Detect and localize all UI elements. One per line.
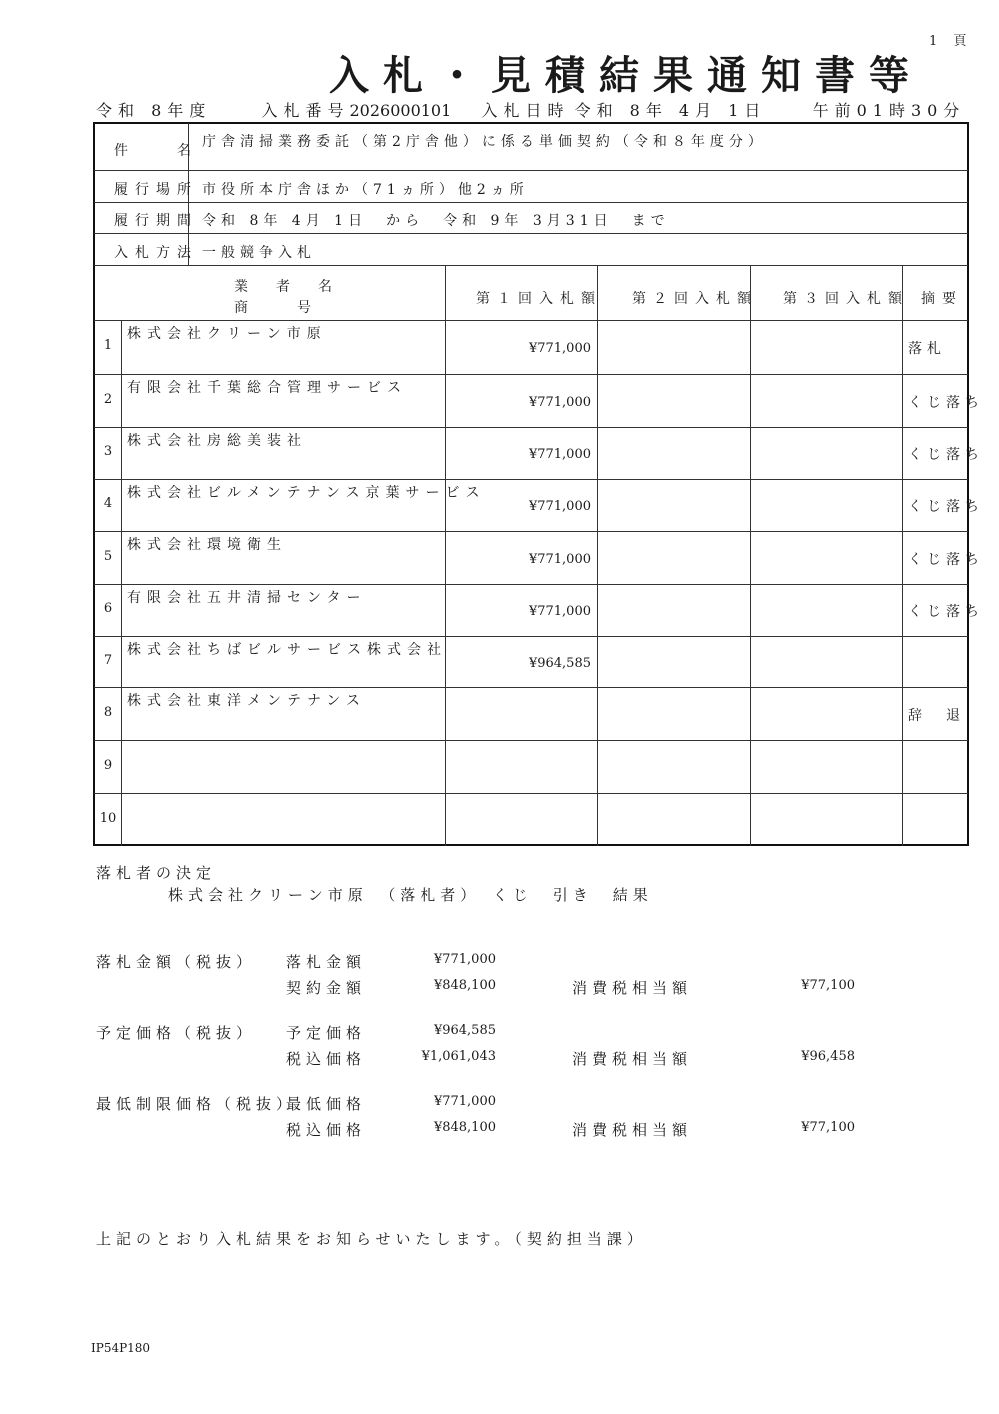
table-divider [94, 233, 968, 234]
summary-sub1-label: 予定価格 [286, 1024, 367, 1042]
summary-tax-label: 消費税相当額 [572, 979, 693, 997]
summary-label: 落札金額（税抜） [96, 953, 257, 971]
bidder-name: 株式会社房総美装社 [127, 433, 307, 449]
summary-sub2-label: 税込価格 [286, 1050, 367, 1068]
col-header-bid2: 第２回入札額 [632, 291, 758, 307]
bidder-name: 株式会社環境衛生 [127, 537, 287, 553]
period-label: 履行期間 [114, 213, 198, 229]
table-divider [94, 531, 968, 532]
row-number: 1 [103, 338, 113, 353]
row-number: 8 [103, 704, 113, 720]
document-title: 入札・見積結果通知書等 [329, 52, 923, 99]
summary-sub1-label: 最低価格 [286, 1095, 367, 1113]
table-divider [597, 265, 598, 846]
summary-tax-label: 消費税相当額 [572, 1121, 693, 1139]
summary-sub1-amount: ¥771,000 [433, 1094, 496, 1109]
summary-sub1-label: 落札金額 [286, 953, 367, 971]
summary-label: 最低制限価格（税抜） [96, 1095, 297, 1113]
location-label: 履行場所 [114, 182, 198, 198]
bid1-amount: ¥771,000 [528, 341, 591, 356]
table-divider [94, 584, 968, 585]
table-divider [94, 479, 968, 480]
bid-number: 2026000101 [349, 101, 452, 120]
summary-sub2-label: 税込価格 [286, 1121, 367, 1139]
summary-label: 予定価格（税抜） [96, 1024, 257, 1042]
bidder-name: 株式会社東洋メンテナンス [127, 693, 366, 709]
subject-value: 庁舎清掃業務委託（第2庁舎他）に係る単価契約（令和８年度分） [202, 134, 767, 150]
fiscal-year: 令和 8年度 [96, 101, 212, 120]
summary-sub1-amount: ¥964,585 [433, 1023, 496, 1038]
bidder-name: 有限会社五井清掃センター [127, 590, 367, 606]
bid1-amount: ¥771,000 [528, 551, 591, 567]
remarks: くじ落ち [908, 551, 984, 568]
remarks: くじ落ち [908, 499, 984, 515]
location-value: 市役所本庁舎ほか（71ヵ所）他2ヵ所 [202, 182, 529, 198]
bid-date: 令和 8年 4月 1日 [574, 101, 767, 120]
summary-tax-amount: ¥77,100 [801, 1120, 855, 1135]
summary-tax-label: 消費税相当額 [572, 1050, 693, 1068]
bid-date-label: 入札日時 [481, 101, 570, 120]
bidder-name: 株式会社ビルメンテナンス京葉サービス [127, 485, 486, 501]
remarks: 辞 退 [908, 707, 965, 724]
row-number: 4 [103, 496, 113, 511]
remarks: くじ落ち [908, 604, 984, 620]
summary-tax-amount: ¥96,458 [801, 1049, 855, 1064]
summary-tax-amount: ¥77,100 [801, 978, 855, 993]
row-number: 5 [103, 548, 113, 564]
row-number: 3 [103, 444, 113, 459]
col-header-name-sub: 商 号 [234, 300, 318, 316]
table-divider [94, 170, 968, 171]
footer-note: 上記のとおり入札結果をお知らせいたします。（契約担当課） [96, 1230, 647, 1248]
summary-sub2-amount: ¥848,100 [433, 978, 496, 993]
subject-label: 件 名 [114, 143, 198, 159]
header-line [96, 98, 965, 121]
bid1-amount: ¥964,585 [528, 655, 591, 671]
winner-note: 株式会社クリーン市原 （落札者） くじ 引き 結果 [168, 886, 653, 904]
row-number: 9 [103, 757, 113, 773]
summary-sub2-amount: ¥1,061,043 [421, 1049, 496, 1064]
summary-sub2-label: 契約金額 [286, 979, 367, 997]
table-divider [94, 793, 968, 794]
remarks: くじ落ち [908, 447, 984, 463]
bidder-name: 株式会社クリーン市原 [127, 326, 327, 342]
col-header-name: 業 者 名 [234, 279, 339, 295]
bid1-amount: ¥771,000 [528, 604, 591, 619]
table-divider [94, 427, 968, 428]
bid-number-label: 入札番号 [261, 101, 350, 120]
bid-time: 午前01時30分 [812, 101, 966, 120]
page-number: 1 頁 [929, 34, 973, 49]
col-header-bid1: 第１回入札額 [476, 291, 602, 307]
table-divider [94, 202, 968, 203]
bidder-name: 株式会社ちばビルサービス株式会社 [127, 642, 447, 658]
table-divider [94, 687, 968, 688]
form-code: IP54P180 [91, 1341, 151, 1355]
row-number: 6 [103, 601, 113, 616]
bid1-amount: ¥771,000 [528, 447, 591, 462]
period-value: 令和 8年 4月 1日 から 令和 9年 3月31日 まで [202, 213, 670, 229]
row-number: 2 [103, 391, 113, 407]
method-label: 入札方法 [114, 245, 198, 261]
table-divider [94, 320, 968, 321]
remarks: くじ落ち [908, 394, 984, 411]
table-divider [750, 265, 751, 846]
row-number: 10 [99, 810, 117, 826]
winner-note-label: 落札者の決定 [96, 864, 217, 882]
table-divider [94, 636, 968, 637]
table-divider [902, 265, 903, 846]
method-value: 一般競争入札 [202, 245, 316, 261]
table-divider [94, 265, 968, 266]
col-header-bid3: 第３回入札額 [783, 291, 909, 307]
summary-sub1-amount: ¥771,000 [433, 952, 496, 967]
table-divider [94, 374, 968, 375]
remarks: 落札 [908, 341, 946, 357]
bid1-amount: ¥771,000 [528, 499, 591, 514]
row-number: 7 [103, 652, 113, 668]
bid1-amount: ¥771,000 [528, 394, 591, 410]
summary-sub2-amount: ¥848,100 [433, 1120, 496, 1135]
table-divider [94, 740, 968, 741]
col-header-remarks: 摘要 [921, 291, 963, 307]
bidder-name: 有限会社千葉総合管理サービス [127, 380, 407, 396]
